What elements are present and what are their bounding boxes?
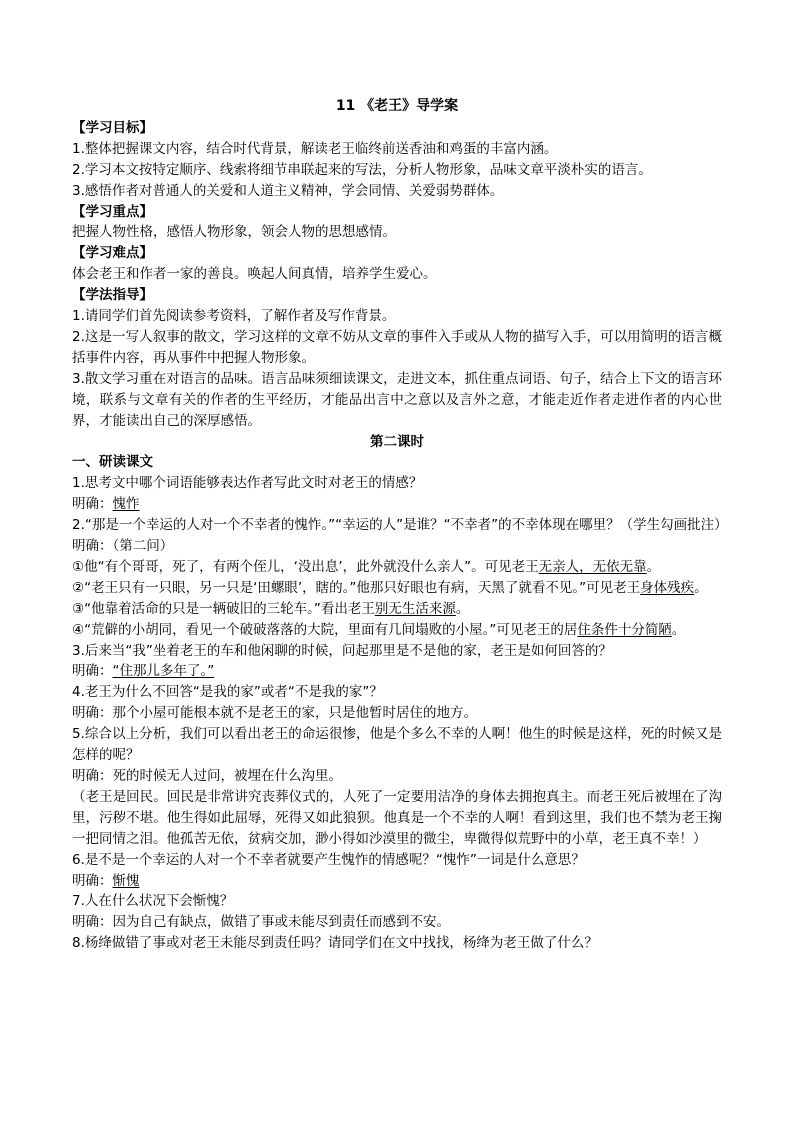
point-4-end: 。 <box>671 621 686 638</box>
answer-1-underlined: 愧怍 <box>112 496 140 513</box>
key-points-text: 把握人物性格，感悟人物形象，领会人物的思想感情。 <box>72 224 396 241</box>
point-2-end: 。 <box>694 579 708 596</box>
objectives-heading: 【学习目标】 <box>72 119 153 136</box>
point-1-end: 。 <box>646 558 661 575</box>
question-4: 4.老王为什么不回答“是我的家”或者“不是我的家”？ <box>72 684 383 701</box>
section-heading: 一、研读课文 <box>72 454 153 471</box>
lesson-title: 第二课时 <box>370 433 424 450</box>
answer-7: 明确：因为自己有缺点，做错了事或未能尽到责任而感到不安。 <box>72 914 450 931</box>
question-3: 3.后来当“我”坐着老王的车和他闲聊的时候，问起那里是不是他的家，老王是如何回答的？ <box>72 642 612 659</box>
objective-item-3: 3.感悟作者对普通人的关爱和人道主义精神，学会同情、关爱弱势群体。 <box>72 182 504 199</box>
point-4 <box>72 620 738 641</box>
guidance-item-1: 1.请同学们首先阅读参考资料，了解作者及写作背景。 <box>72 308 396 325</box>
guidance-heading: 【学法指导】 <box>72 287 153 304</box>
answer-2-label: 明确：（第二问） <box>72 538 174 555</box>
guidance-item-2: 2.这是一写人叙事的散文，学习这样的文章不妨从文章的事件入手或从人物的描写入手，可以用简明的语言概括事件内容，再从事件中把握人物形象。 <box>72 328 722 366</box>
answer-6-underlined: 惭愧 <box>112 872 140 889</box>
document-page <box>72 96 728 954</box>
objective-item-1: 1.整体把握课文内容，结合时代背景，解读老王临终前送香油和鸡蛋的丰富内涵。 <box>72 140 558 157</box>
point-4-text: ④“荒僻的小胡同，看见一个破破落落的大院，里面有几间塌败的小屋。”可见老王的居 <box>72 621 578 638</box>
answer-6 <box>72 871 722 892</box>
guidance-item-3: 3.散文学习重在对语言的品味。语言品味须细读课文，走进文本，抓住重点词语、句子，结合上下文的语言环境，联系与文章有关的作者的生平经历，才能品出言中之意以及言外之意，才能走近作者走进作者的内心世界，才能读出自己的深厚感悟。 <box>72 370 722 429</box>
point-4-answer: 住条件十分简陋 <box>577 621 672 638</box>
point-3-text: ③“他靠着活命的只是一辆破旧的三轮车。”看出老王 <box>72 600 375 617</box>
point-3 <box>72 599 722 620</box>
answer-label: 明确： <box>72 663 113 680</box>
point-1-text: ①他“有个哥哥，死了，有两个侄儿，‘没出息’，此外就没什么亲人”。可见老王 <box>72 558 539 575</box>
page-title: 11 《老王》导学案 <box>335 98 459 114</box>
question-5: 5.综合以上分析，我们可以看出老王的命运很惨，他是个多么不幸的人啊！他生的时候是这样，死的时候又是怎样的呢？ <box>72 726 722 764</box>
answer-label: 明确： <box>72 496 113 513</box>
point-1 <box>72 557 722 578</box>
difficulties-heading: 【学习难点】 <box>72 245 153 262</box>
explanatory-note: （老王是回民。回民是非常讲究丧葬仪式的，人死了一定要用洁净的身体去拥抱真主。而老王死后被埋在了沟里，污秽不堪。他生得如此屈辱，死得又如此狼狈。他真是一个不幸的人啊！看到这里，我们也不禁为老王掬一把同情之泪。他孤苦无依，贫病交加，渺小得如沙漠里的微尘，卑微得似荒野中的小草，老王真不幸！） <box>72 788 722 847</box>
answer-5: 明确：死的时候无人过问，被埋在什么沟里。 <box>72 768 342 784</box>
objective-item-2: 2.学习本文按特定顺序、线索将细节串联起来的写法，分析人物形象，品味文章平淡朴实的语言。 <box>72 161 652 178</box>
answer-3 <box>72 661 722 682</box>
point-1-answer: 无亲人，无依无靠 <box>538 558 647 575</box>
answer-1 <box>72 494 722 515</box>
question-6: 6.是不是一个幸运的人对一个不幸者就要产生愧怍的情感呢？“愧怍”一词是什么意思？ <box>72 851 585 868</box>
question-2: 2.“那是一个幸运的人对一个不幸者的愧怍。”“幸运的人”是谁？“不幸者”的不幸体现在哪里？（学生勾画批注） <box>72 517 728 534</box>
point-3-end: 。 <box>455 600 470 617</box>
question-7: 7.人在什么状况下会惭愧？ <box>72 893 234 910</box>
difficulties-text: 体会老王和作者一家的善良。唤起人间真情，培养学生爱心。 <box>72 266 437 283</box>
point-2-answer: 身体残疾 <box>640 579 695 596</box>
point-2-text: ②“老王只有一只眼，另一只是‘田螺眼’，瞎的。”他那只好眼也有病，天黑了就看不见。”可见老王 <box>72 579 641 596</box>
question-1: 1.思考文中哪个词语能够表达作者写此文时对老王的情感？ <box>72 475 423 492</box>
answer-label: 明确： <box>72 872 113 889</box>
key-points-heading: 【学习重点】 <box>72 203 153 220</box>
point-3-answer: 别无生活来源 <box>374 600 456 617</box>
answer-3-underlined: “住那儿多年了。” <box>112 663 215 680</box>
question-8: 8.杨绛做错了事或对老王未能尽到责任吗？请同学们在文中找找，杨绛为老王做了什么？ <box>72 935 598 952</box>
answer-4: 明确：那个小屋可能根本就不是老王的家，只是他暂时居住的地方。 <box>72 705 477 722</box>
point-2 <box>72 578 722 599</box>
